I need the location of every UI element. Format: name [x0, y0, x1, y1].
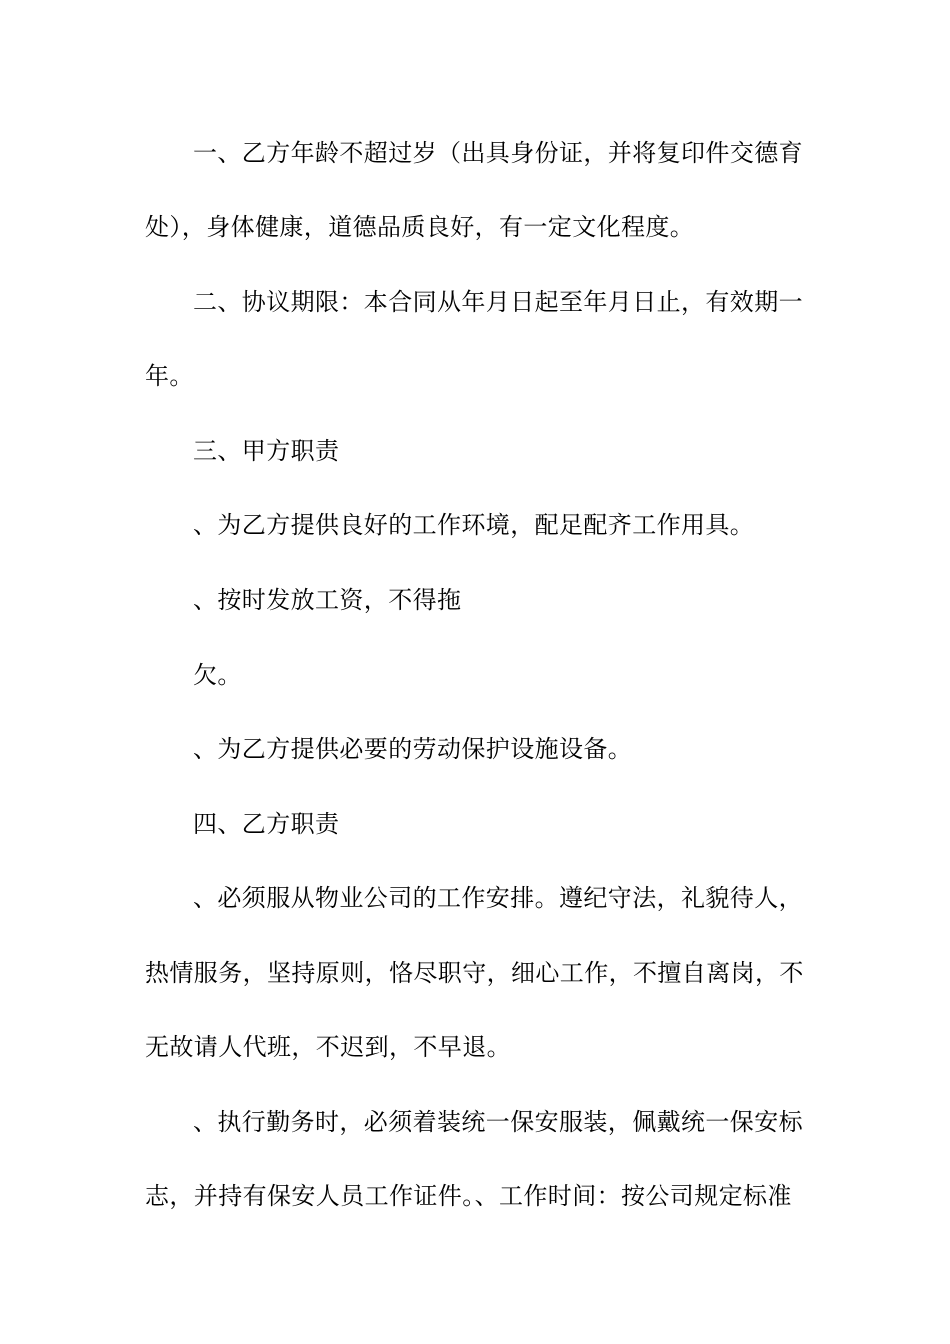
section-heading-party-b: 四、乙方职责 [193, 810, 340, 838]
party-a-item-2-line-1: 、按时发放工资，不得拖 [193, 586, 462, 614]
clause-2-line-2: 年。 [145, 362, 194, 390]
clause-1-line-1: 一、乙方年龄不超过岁（出具身份证，并将复印件交德育 [193, 139, 803, 167]
party-b-item-1-line-3: 无故请人代班，不迟到，不早退。 [145, 1033, 511, 1061]
clause-2-line-1: 二、协议期限：本合同从年月日起至年月日止，有效期一 [193, 288, 803, 316]
party-b-item-1-line-1: 、必须服从物业公司的工作安排。遵纪守法，礼貌待人， [193, 884, 803, 912]
party-b-item-1-line-2: 热情服务，坚持原则，恪尽职守，细心工作，不擅自离岗，不 [145, 959, 804, 987]
party-a-item-3: 、为乙方提供必要的劳动保护设施设备。 [193, 735, 633, 763]
party-b-item-2-line-1: 、执行勤务时，必须着装统一保安服装，佩戴统一保安标 [193, 1108, 803, 1136]
party-a-item-2-line-2: 欠。 [193, 661, 242, 689]
clause-1-line-2: 处），身体健康，道德品质良好，有一定文化程度。 [145, 213, 695, 241]
section-heading-party-a: 三、甲方职责 [193, 437, 340, 465]
party-a-item-1: 、为乙方提供良好的工作环境，配足配齐工作用具。 [193, 511, 755, 539]
party-b-item-2-line-2: 志，并持有保安人员工作证件。、工作时间：按公司规定标准 [145, 1182, 792, 1210]
